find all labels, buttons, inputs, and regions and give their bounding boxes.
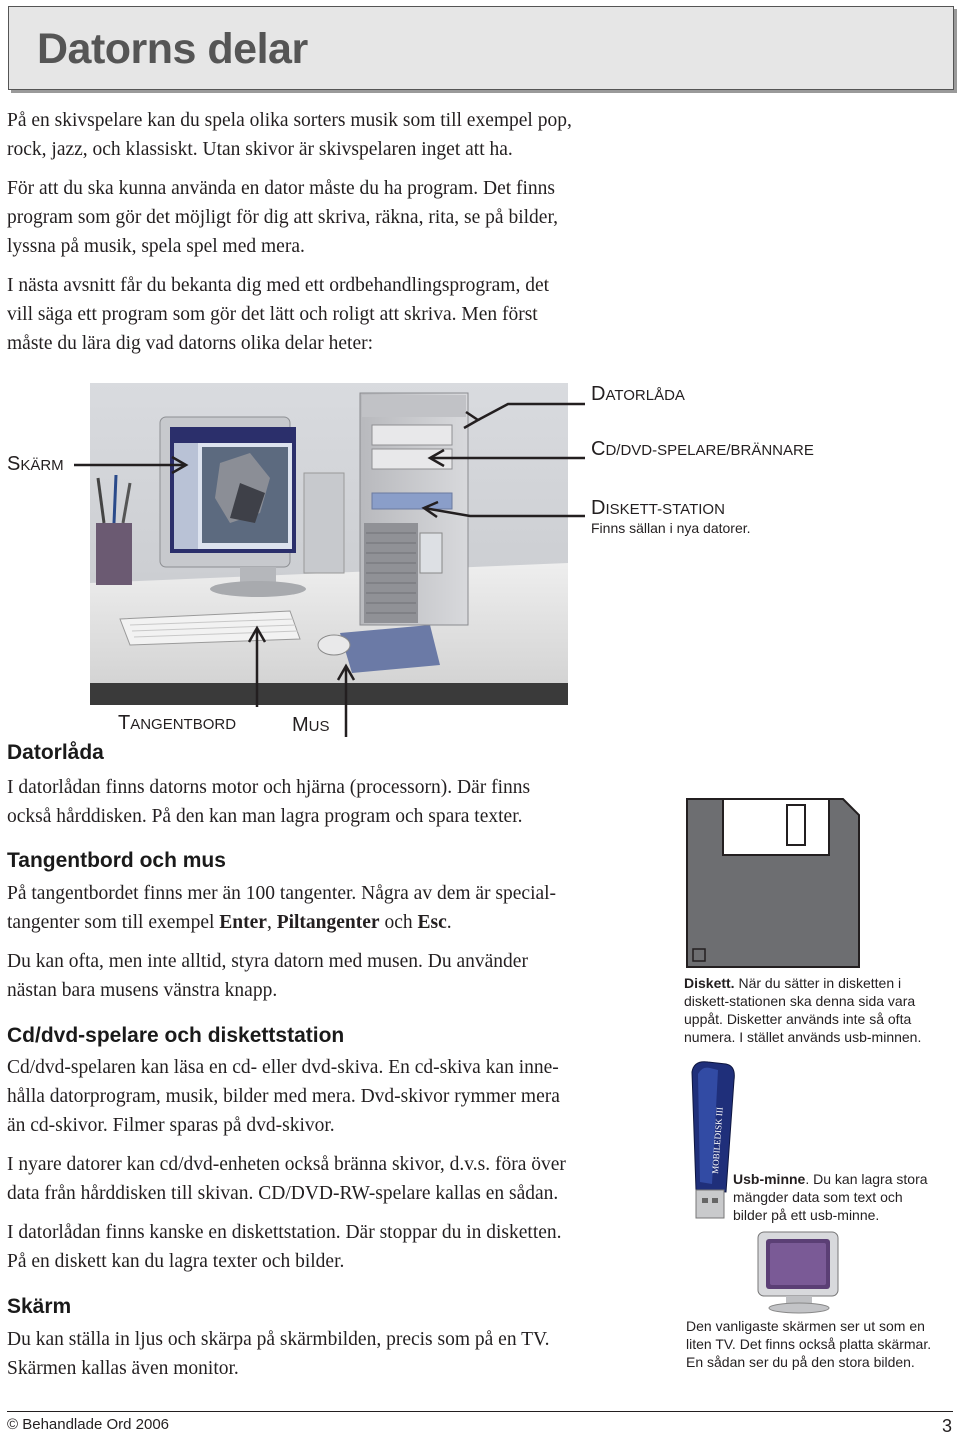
title-box: [8, 6, 954, 90]
intro-paragraph-2: För att du ska kunna använda en dator måste du ha program. Det finns program som gör det möjligt för dig att skriva, räkna, rita, se på bilder, lyssna på musik, spela spel med mera.: [7, 178, 559, 257]
label-cd: CD/DVD-SPELARE/BRÄNNARE: [591, 438, 814, 460]
usb-stick-icon: [682, 1058, 740, 1222]
cd-paragraph-3: I datorlådan finns kanske en diskettstation. Där stoppar du in disketten. På en diskett kan du lagra texter och bilder.: [7, 1222, 562, 1272]
label-diskett-note: Finns sällan i nya datorer.: [591, 520, 751, 536]
footer-copyright: © Behandlade Ord 2006: [7, 1416, 170, 1433]
footer-rule: [7, 1411, 953, 1412]
heading-cd: Cd/dvd-spelare och diskettstation: [7, 1024, 345, 1047]
usb-brand-text: MOBILEDISK III: [710, 1106, 725, 1175]
heading-skarm: Skärm: [7, 1295, 72, 1318]
label-skarm: SKÄRM: [7, 453, 64, 475]
datorlada-paragraph: I datorlådan finns datorns motor och hjärna (processorn). Där finns också hårddisken. På den kan man lagra program och spara texter.: [7, 777, 531, 827]
tangentbord-paragraph-1: På tangentbordet finns mer än 100 tangenter. Några av dem är special- tangenter som till exempel Enter, Piltangenter och Esc.: [7, 883, 557, 933]
label-datorlada: DATORLÅDA: [591, 383, 685, 405]
page-number: 3: [941, 1416, 952, 1436]
intro-paragraph-1: På en skivspelare kan du spela olika sorters musik som till exempel pop, rock, jazz, och klassiskt. Utan skivor är skivspelaren inget att ha.: [7, 110, 572, 160]
computer-photo: [90, 383, 568, 705]
cd-paragraph-1: Cd/dvd-spelaren kan läsa en cd- eller dvd-skiva. En cd-skiva kan inne- hålla datorprogram, musik, bilder med mera. Dvd-skivor rymmer mera än cd-skivor. Filmer sparas på dvd-skivor.: [7, 1057, 560, 1136]
cd-paragraph-2: I nyare datorer kan cd/dvd-enheten också bränna skivor, d.v.s. föra över data från hårddisken till skivan. CD/DVD-RW-spelare kallas en sådan.: [7, 1154, 566, 1204]
crt-monitor-icon: [752, 1230, 846, 1314]
skarm-paragraph: Du kan ställa in ljus och skärpa på skärmbilden, precis som på en TV. Skärmen kallas även monitor.: [7, 1329, 550, 1379]
heading-datorlada: Datorlåda: [7, 741, 104, 764]
label-tangentbord: TANGENTBORD: [118, 712, 237, 734]
floppy-disk-icon: [683, 795, 863, 971]
heading-tangentbord: Tangentbord och mus: [7, 849, 226, 872]
page-title: Datorns delar: [37, 25, 308, 73]
note-monitor: Den vanligaste skärmen ser ut som en liten TV. Det finns också platta skärmar. En sådan ser du på den stora bilden.: [686, 1318, 932, 1370]
tangentbord-paragraph-2: Du kan ofta, men inte alltid, styra datorn med musen. Du använder nästan bara musens vänstra knapp.: [7, 951, 528, 1001]
label-mus: MUS: [292, 714, 330, 736]
intro-paragraph-3: I nästa avsnitt får du bekanta dig med ett ordbehandlingsprogram, det vill säga ett program som gör det lätt och roligt att skriva. Men först måste du lära dig vad datorns olika delar heter:: [7, 275, 550, 354]
note-usb: Usb-minne. Du kan lagra stora mängder data som text och bilder på ett usb-minne.: [733, 1171, 928, 1223]
label-diskett: DISKETT-STATION: [591, 497, 725, 519]
note-diskett: Diskett. När du sätter in disketten i diskett-stationen ska denna sida vara uppåt. Disketter används inte så ofta numera. I stället används usb-minnen.: [684, 975, 922, 1045]
